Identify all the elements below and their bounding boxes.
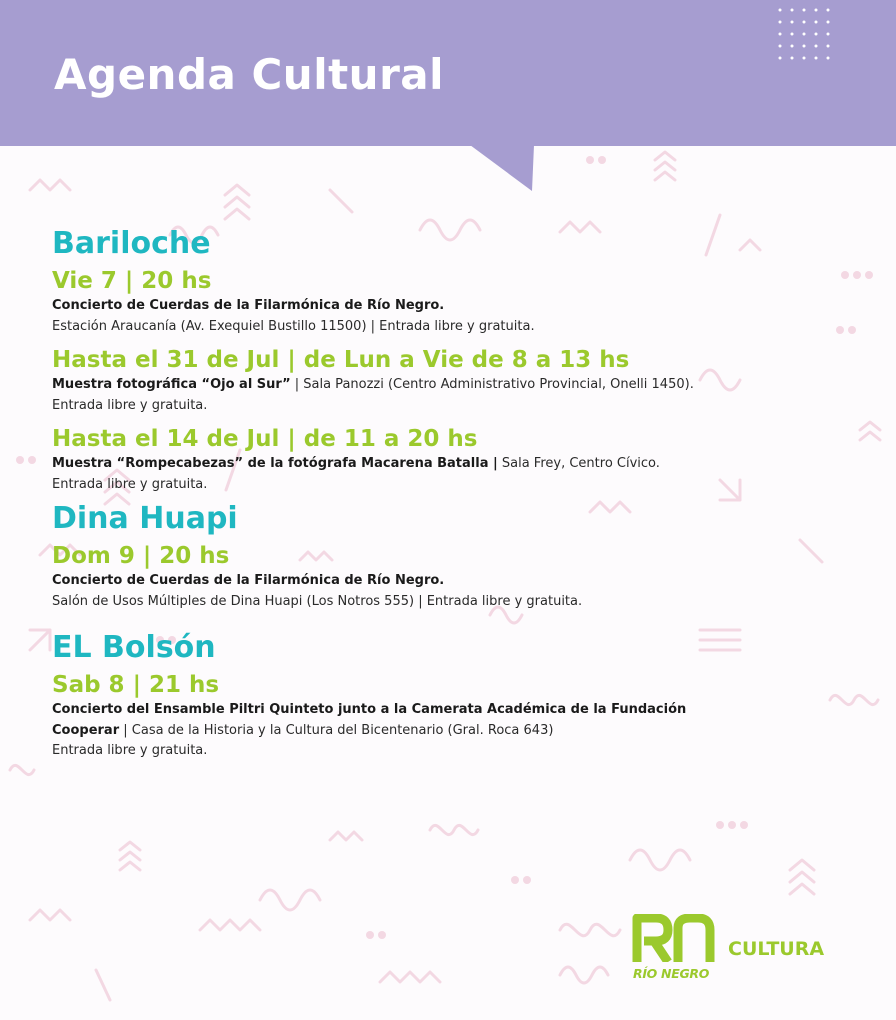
event-description-line: Muestra fotográfica “Ojo al Sur” | Sala Panozzi (Centro Administrativo Provincial, Onelli 1450). (52, 377, 694, 392)
event-description-line: Estación Araucanía (Av. Exequiel Bustillo 11500) | Entrada libre y gratuita. (52, 318, 535, 334)
rn-logo-mark (632, 914, 716, 962)
city-heading: Bariloche (52, 226, 211, 261)
event-item (52, 266, 852, 337)
city-section-dina-huapi (52, 501, 852, 612)
city-heading: Dina Huapi (52, 501, 238, 536)
city-section-bariloche (52, 226, 852, 495)
header-banner (0, 0, 896, 146)
page-title: Agenda Cultural (54, 50, 445, 99)
event-date: Hasta el 31 de Jul | de Lun a Vie de 8 a 13 hs (52, 347, 630, 373)
logo-brand-name: RÍO NEGRO (633, 966, 710, 981)
city-heading: EL Bolsón (52, 630, 216, 665)
rio-negro-cultura-logo (632, 914, 842, 984)
event-description-line: Salón de Usos Múltiples de Dina Huapi (Los Notros 555) | Entrada libre y gratuita. (52, 593, 583, 609)
event-date: Vie 7 | 20 hs (52, 268, 212, 294)
event-description-line: Concierto de Cuerdas de la Filarmónica de Río Negro. (52, 573, 445, 588)
event-date: Hasta el 14 de Jul | de 11 a 20 hs (52, 426, 478, 452)
event-description-line: Entrada libre y gratuita. (52, 397, 208, 413)
logo-label: CULTURA (728, 938, 825, 960)
event-description-line: Cooperar | Casa de la Historia y la Cultura del Bicentenario (Gral. Roca 643) (52, 722, 554, 738)
agenda-list (52, 226, 852, 762)
city-section-el-bolson (52, 630, 852, 762)
event-description-line: Entrada libre y gratuita. (52, 743, 208, 758)
dot-grid-decoration (776, 6, 832, 62)
event-description-line: Muestra “Rompecabezas” de la fotógrafa Macarena Batalla | Sala Frey, Centro Cívico. (52, 456, 660, 471)
event-item (52, 345, 852, 416)
event-date: Dom 9 | 20 hs (52, 543, 230, 569)
event-item (52, 541, 852, 612)
event-description-line: Concierto de Cuerdas de la Filarmónica de Río Negro. (52, 298, 445, 313)
event-date: Sab 8 | 21 hs (52, 672, 220, 698)
event-description-line: Entrada libre y gratuita. (52, 476, 208, 492)
event-item (52, 670, 852, 762)
event-item (52, 424, 852, 495)
event-description-line: Concierto del Ensamble Piltri Quinteto junto a la Camerata Académica de la Fundación (52, 702, 687, 717)
speech-bubble-tail (470, 145, 534, 193)
